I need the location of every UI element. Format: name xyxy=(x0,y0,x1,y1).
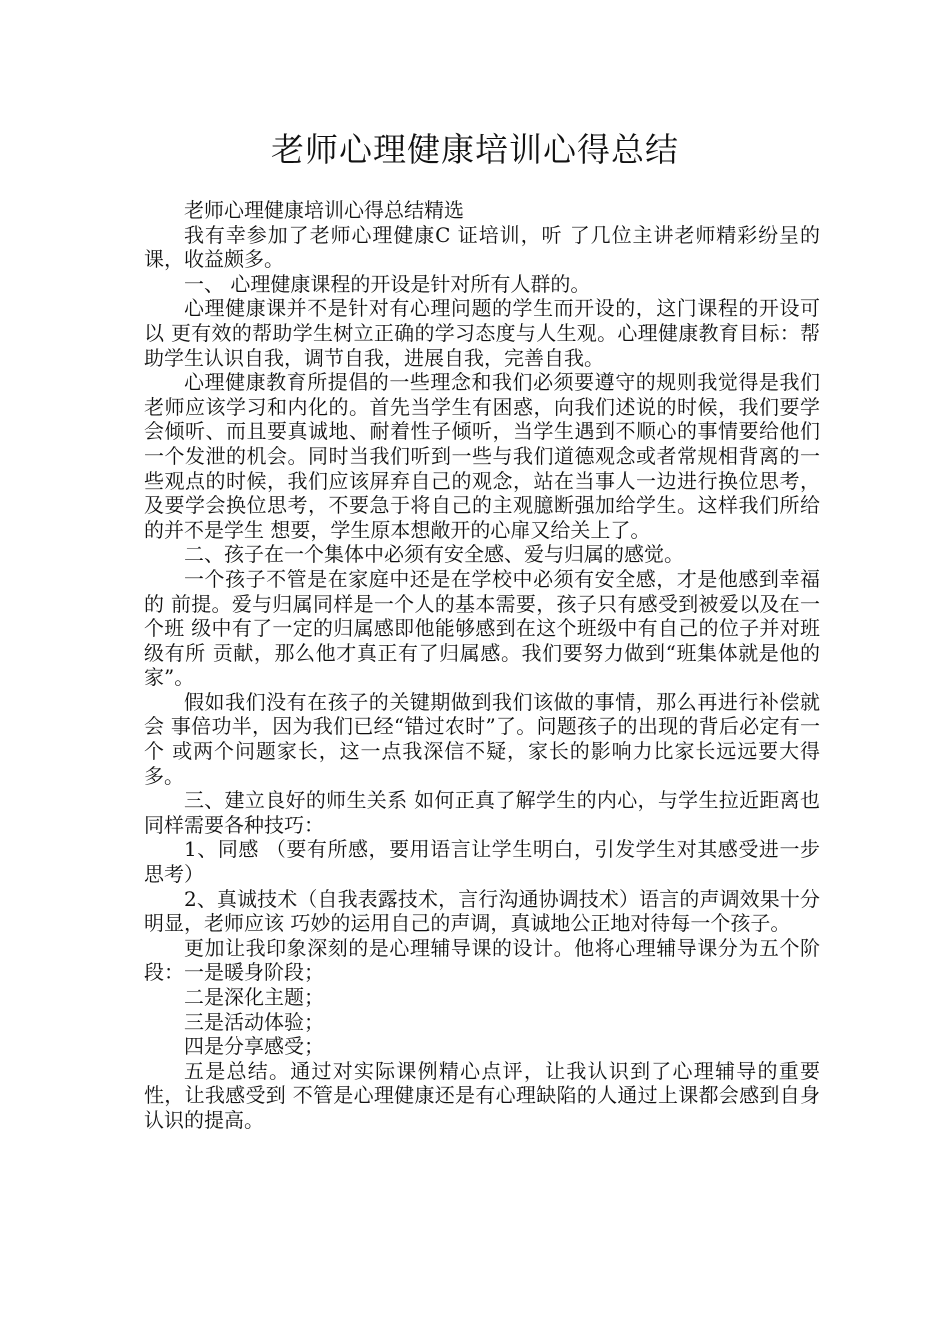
paragraph-subtitle: 老师心理健康培训心得总结精选 xyxy=(184,198,464,222)
list-item: 四是分享感受； xyxy=(184,1034,324,1059)
document-title: 老师心理健康培训心得总结 xyxy=(271,130,679,169)
list-item: 1、同感 （要有所感，要用语言让学生明白，引发学生对其感受进一步思考） xyxy=(144,837,820,887)
section-heading-1: 一、 心理健康课程的开设是针对所有人群的。 xyxy=(184,271,591,296)
list-item: 三是活动体验； xyxy=(184,1009,324,1034)
paragraph: 心理健康教育所提倡的一些理念和我们必须要遵守的规则我觉得是我们老师应该学习和内化的。首先当学生有困惑，向我们述说的时候，我们要学会倾听、而且要真诚地、耐着性子倾听，当学生遇到不顺心的事情要给他们一个发泄的机会。同时当我们听到一些与我们道德观念或者常规相背离的一些观点的时候，我们应该屏弃自己的观念，站在当事人一边进行换位思考，及要学会换位思考，不要急于将自己的主观臆断强加给学生。这样我们所给的并不是学生 想要，学生原本想敞开的心扉又给关上了。 xyxy=(144,370,820,542)
document-body xyxy=(144,198,820,1133)
paragraph: 一个孩子不管是在家庭中还是在学校中必须有安全感，才是他感到幸福的 前提。爱与归属同样是一个人的基本需要，孩子只有感受到被爱以及在一个班 级中有了一定的归属感即他能够感到在这个班级中有自己的位子并对班级有所 贡献，那么他才真正有了归属感。我们要努力做到“班集体就是他的家”。 xyxy=(144,566,820,690)
paragraph: 更加让我印象深刻的是心理辅导课的设计。他将心理辅导课分为五个阶 段：一是暖身阶段； xyxy=(144,935,820,985)
section-heading-2: 二、孩子在一个集体中必须有安全感、爱与归属的感觉。 xyxy=(184,542,684,567)
paragraph-conclusion: 五是总结。通过对实际课例精心点评，让我认识到了心理辅导的重要性，让我感受到 不管是心理健康还是有心理缺陷的人通过上课都会感到自身认识的提高。 xyxy=(144,1058,820,1132)
paragraph-intro: 我有幸参加了老师心理健康C 证培训，听 了几位主讲老师精彩纷呈的课，收益颇多。 xyxy=(144,222,820,272)
section-heading-3: 三、建立良好的师生关系 如何正真了解学生的内心，与学生拉近距离也同样需要各种技巧： xyxy=(144,788,820,837)
list-item: 2、真诚技术（自我表露技术，言行沟通协调技术）语言的声调效果十分明显，老师应该 巧妙的运用自己的声调，真诚地公正地对待每一个孩子。 xyxy=(144,886,820,936)
list-item: 二是深化主题； xyxy=(184,985,324,1009)
paragraph: 心理健康课并不是针对有心理问题的学生而开设的，这门课程的开设可以 更有效的帮助学生树立正确的学习态度与人生观。心理健康教育目标：帮助学生认识自我，调节自我，进展自我，完善自我。 xyxy=(144,296,820,370)
paragraph: 假如我们没有在孩子的关键期做到我们该做的事情，那么再进行补偿就会 事倍功半，因为我们已经“错过农时”了。问题孩子的出现的背后必定有一个 或两个问题家长，这一点我深信不疑，家长的影响力比家长远远要大得多。 xyxy=(144,689,820,788)
